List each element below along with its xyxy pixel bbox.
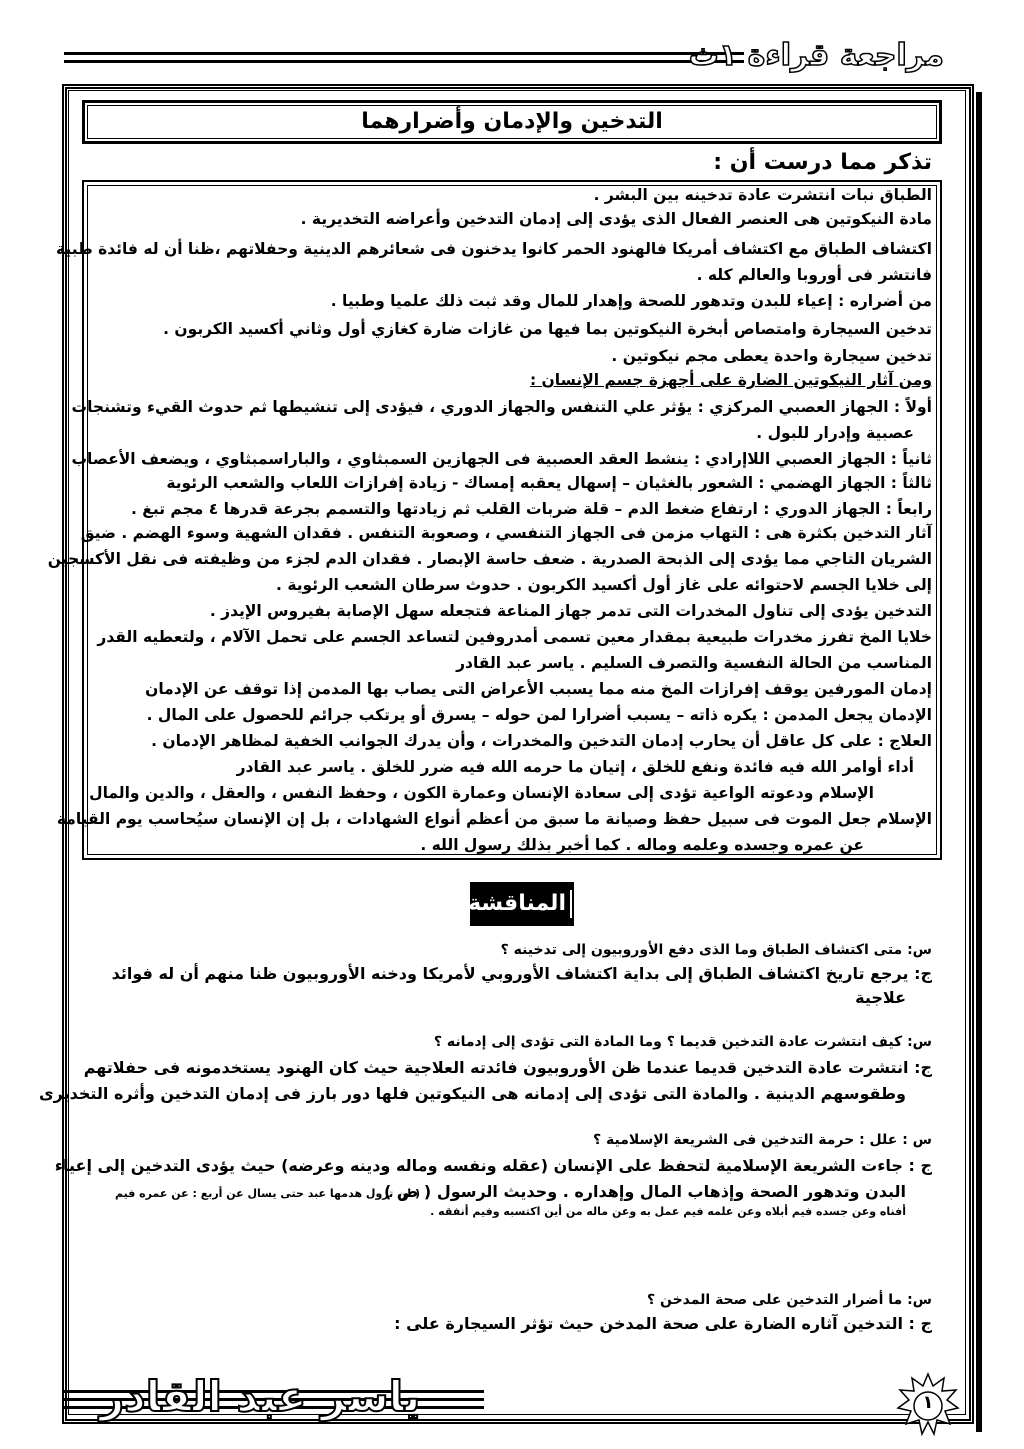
answer-line: وطقوسهم الدينية . والمادة التى تؤدى إلى إدمانه هى النيكوتين فلها دور بارز فى إدمان التدخين وأثره التخديرى	[38, 1084, 906, 1103]
summary-line: ثانياً : الجهاز العصبي اللاإرادي : ينشط العقد العصبية فى الجهازين السمبثاوي ، والباراسمبثاوي ، ويضعف الأعصاب	[71, 450, 932, 468]
summary-line: عن عمره وجسده وعلمه وماله . كما أخبر بذلك رسول الله .	[420, 836, 864, 854]
intro-heading: تذكر مما درست أن :	[713, 150, 932, 175]
author-signature: ياسر عبد القادر	[100, 1372, 421, 1421]
question: س : علل : حرمة التدخين فى الشريعة الإسلامية ؟	[593, 1132, 932, 1148]
summary-line: الشريان التاجي مما يؤدى إلى الذبحة الصدرية . ضعف حاسة الإبصار . فقدان الدم لجزء من وظيفته فى نقل الأكسجين	[47, 550, 932, 568]
summary-line: الإسلام جعل الموت فى سبيل حفظ وصيانة ما سبق من أعظم أنواع الشهادات ، بل إن الإنسان سيُحاسب يوم القيامة	[56, 810, 932, 828]
answer-line: ج: انتشرت عادة التدخين قديما عندما ظن الأوروبيون فائدته العلاجية حيث كان الهنود يستخدمونه فى حفلاتهم	[83, 1058, 932, 1077]
frame-shadow	[976, 92, 982, 1432]
answer-line: البدن وتدهور الصحة وإذهاب المال وإهداره . وحديث الرسول ( ص )	[383, 1182, 906, 1201]
summary-line: خلايا المخ تفرز مخدرات طبيعية بمقدار معين تسمى أمدروفين لتساعد الجسم على تحمل الآلام ، ولتعطيه القدر	[97, 628, 932, 646]
summary-line: ومن آثار النيكوتين الضارة على أجهزة جسم الإنسان :	[529, 371, 932, 389]
answer-line: ج: يرجع تاريخ اكتشاف الطباق إلى بداية اكتشاف الأوروبي لأمريكا ودخنه الأوروبيون ظنا منهم أن له فوائد	[111, 964, 932, 983]
discussion-title: المناقشة	[470, 882, 574, 926]
summary-line: فانتشر فى أوروبا والعالم كله .	[696, 266, 932, 284]
page-title: مراجعة قراءة ١ث	[688, 38, 944, 73]
hadith-note: ( لن تزول هدمها عبد حتى يسال عن أربع : عن عمره فيم	[115, 1187, 420, 1200]
summary-line: إدمان المورفين يوقف إفرازات المخ منه مما يسبب الأعراض التى يصاب بها المدمن إذا توقف عن الإدمان	[145, 680, 932, 698]
summary-line: تدخين السيجارة وامتصاص أبخرة النيكوتين بما فيها من غازات ضارة كغازي أول وثاني أكسيد الكربون .	[163, 320, 932, 338]
summary-line: اكتشاف الطباق مع اكتشاف أمريكا فالهنود الحمر كانوا يدخنون فى شعائرهم الدينية وحفلاتهم ،ظنا أن له فائدة طبية	[56, 240, 932, 258]
question: س: ما أضرار التدخين على صحة المدخن ؟	[646, 1292, 932, 1308]
answer-line: ج : التدخين آثاره الضارة على صحة المدخن حيث تؤثر السيجارة على :	[394, 1314, 932, 1333]
summary-line: آثار التدخين بكثرة هى : التهاب مزمن فى الجهاز التنفسي ، وصعوبة التنفس . فقدان الشهية وسوء الهضم . ضيق	[80, 524, 932, 542]
summary-line: من أضراره : إعياء للبدن وتدهور للصحة وإهدار للمال وقد ثبت ذلك علميا وطبيا .	[330, 292, 932, 310]
question: س: كيف انتشرت عادة التدخين قديما ؟ وما المادة التى تؤدى إلى إدمانه ؟	[433, 1034, 932, 1050]
summary-line: التدخين يؤدى إلى تناول المخدرات التى تدمر جهاز المناعة فتجعله سهل الإصابة بفيروس الإيدز .	[209, 602, 932, 620]
header-rule	[64, 60, 744, 63]
summary-line: عصبية وإدرار للبول .	[756, 424, 914, 442]
summary-line: الإدمان يجعل المدمن : يكره ذاته – يسبب أضرارا لمن حوله – يسرق أو يرتكب جرائم للحصول على المال .	[146, 706, 932, 724]
summary-line: إلى خلايا الجسم لاحتوائه على غاز أول أكسيد الكربون . حدوث سرطان الشعب الرئوية .	[276, 576, 932, 594]
summary-line: رابعاً : الجهاز الدوري : ارتفاع ضغط الدم – قلة ضربات القلب ثم زيادتها والتسمم بجرعة قدرها ٤ مجم تبغ .	[131, 500, 932, 518]
summary-line: أولاً : الجهاز العصبي المركزي : يؤثر علي التنفس والجهاز الدوري ، فيؤدى إلى تنشيطها ثم حدوث القيء وتشنجات	[71, 398, 932, 416]
lesson-title: التدخين والإدمان وأضرارهما	[82, 100, 942, 144]
question: س: متى اكتشاف الطباق وما الذى دفع الأوروبيون إلى تدخينه ؟	[500, 942, 932, 958]
answer-line: علاجية	[855, 988, 906, 1007]
answer-line: ج : جاءت الشريعة الإسلامية لتحفظ على الإنسان (عقله ونفسه وماله ودينه وعرضه) حيث يؤدى التدخين إلى إعياء	[54, 1156, 932, 1175]
header-rule	[64, 52, 744, 55]
summary-line: الطباق نبات انتشرت عادة تدخينه بين البشر .	[593, 186, 932, 204]
summary-line: المناسب من الحالة النفسية والتصرف السليم . ياسر عبد القادر	[456, 654, 932, 672]
summary-line: أداء أوامر الله فيه فائدة ونفع للخلق ، إتيان ما حرمه الله فيه ضرر للخلق . ياسر عبد القادر	[236, 758, 914, 776]
page-header	[64, 38, 944, 74]
summary-line: ثالثاً : الجهاز الهضمي : الشعور بالغثيان – إسهال يعقبه إمساك - زيادة إفرازات اللعاب والشعب الرئوية	[166, 474, 932, 492]
hadith-note: أفناه وعن جسده فيم أبلاه وعن علمه فيم عمل به وعن ماله من أين اكتسبه وفيم أنفقه .	[430, 1205, 906, 1218]
summary-line: مادة النيكوتين هى العنصر الفعال الذى يؤدى إلى إدمان التدخين وأعراضه التخديرية .	[300, 210, 932, 228]
page-number: ١	[922, 1392, 934, 1413]
summary-line: الإسلام ودعوته الواعية تؤدى إلى سعادة الإنسان وعمارة الكون ، وحفظ النفس ، والعقل ، والدين والمال	[89, 784, 874, 802]
summary-line: تدخين سيجارة واحدة يعطى مجم نيكوتين .	[611, 347, 932, 365]
summary-line: العلاج : على كل عاقل أن يحارب إدمان التدخين والمخدرات ، وأن يدرك الجوانب الخفية لمظاهر الإدمان .	[151, 732, 932, 750]
